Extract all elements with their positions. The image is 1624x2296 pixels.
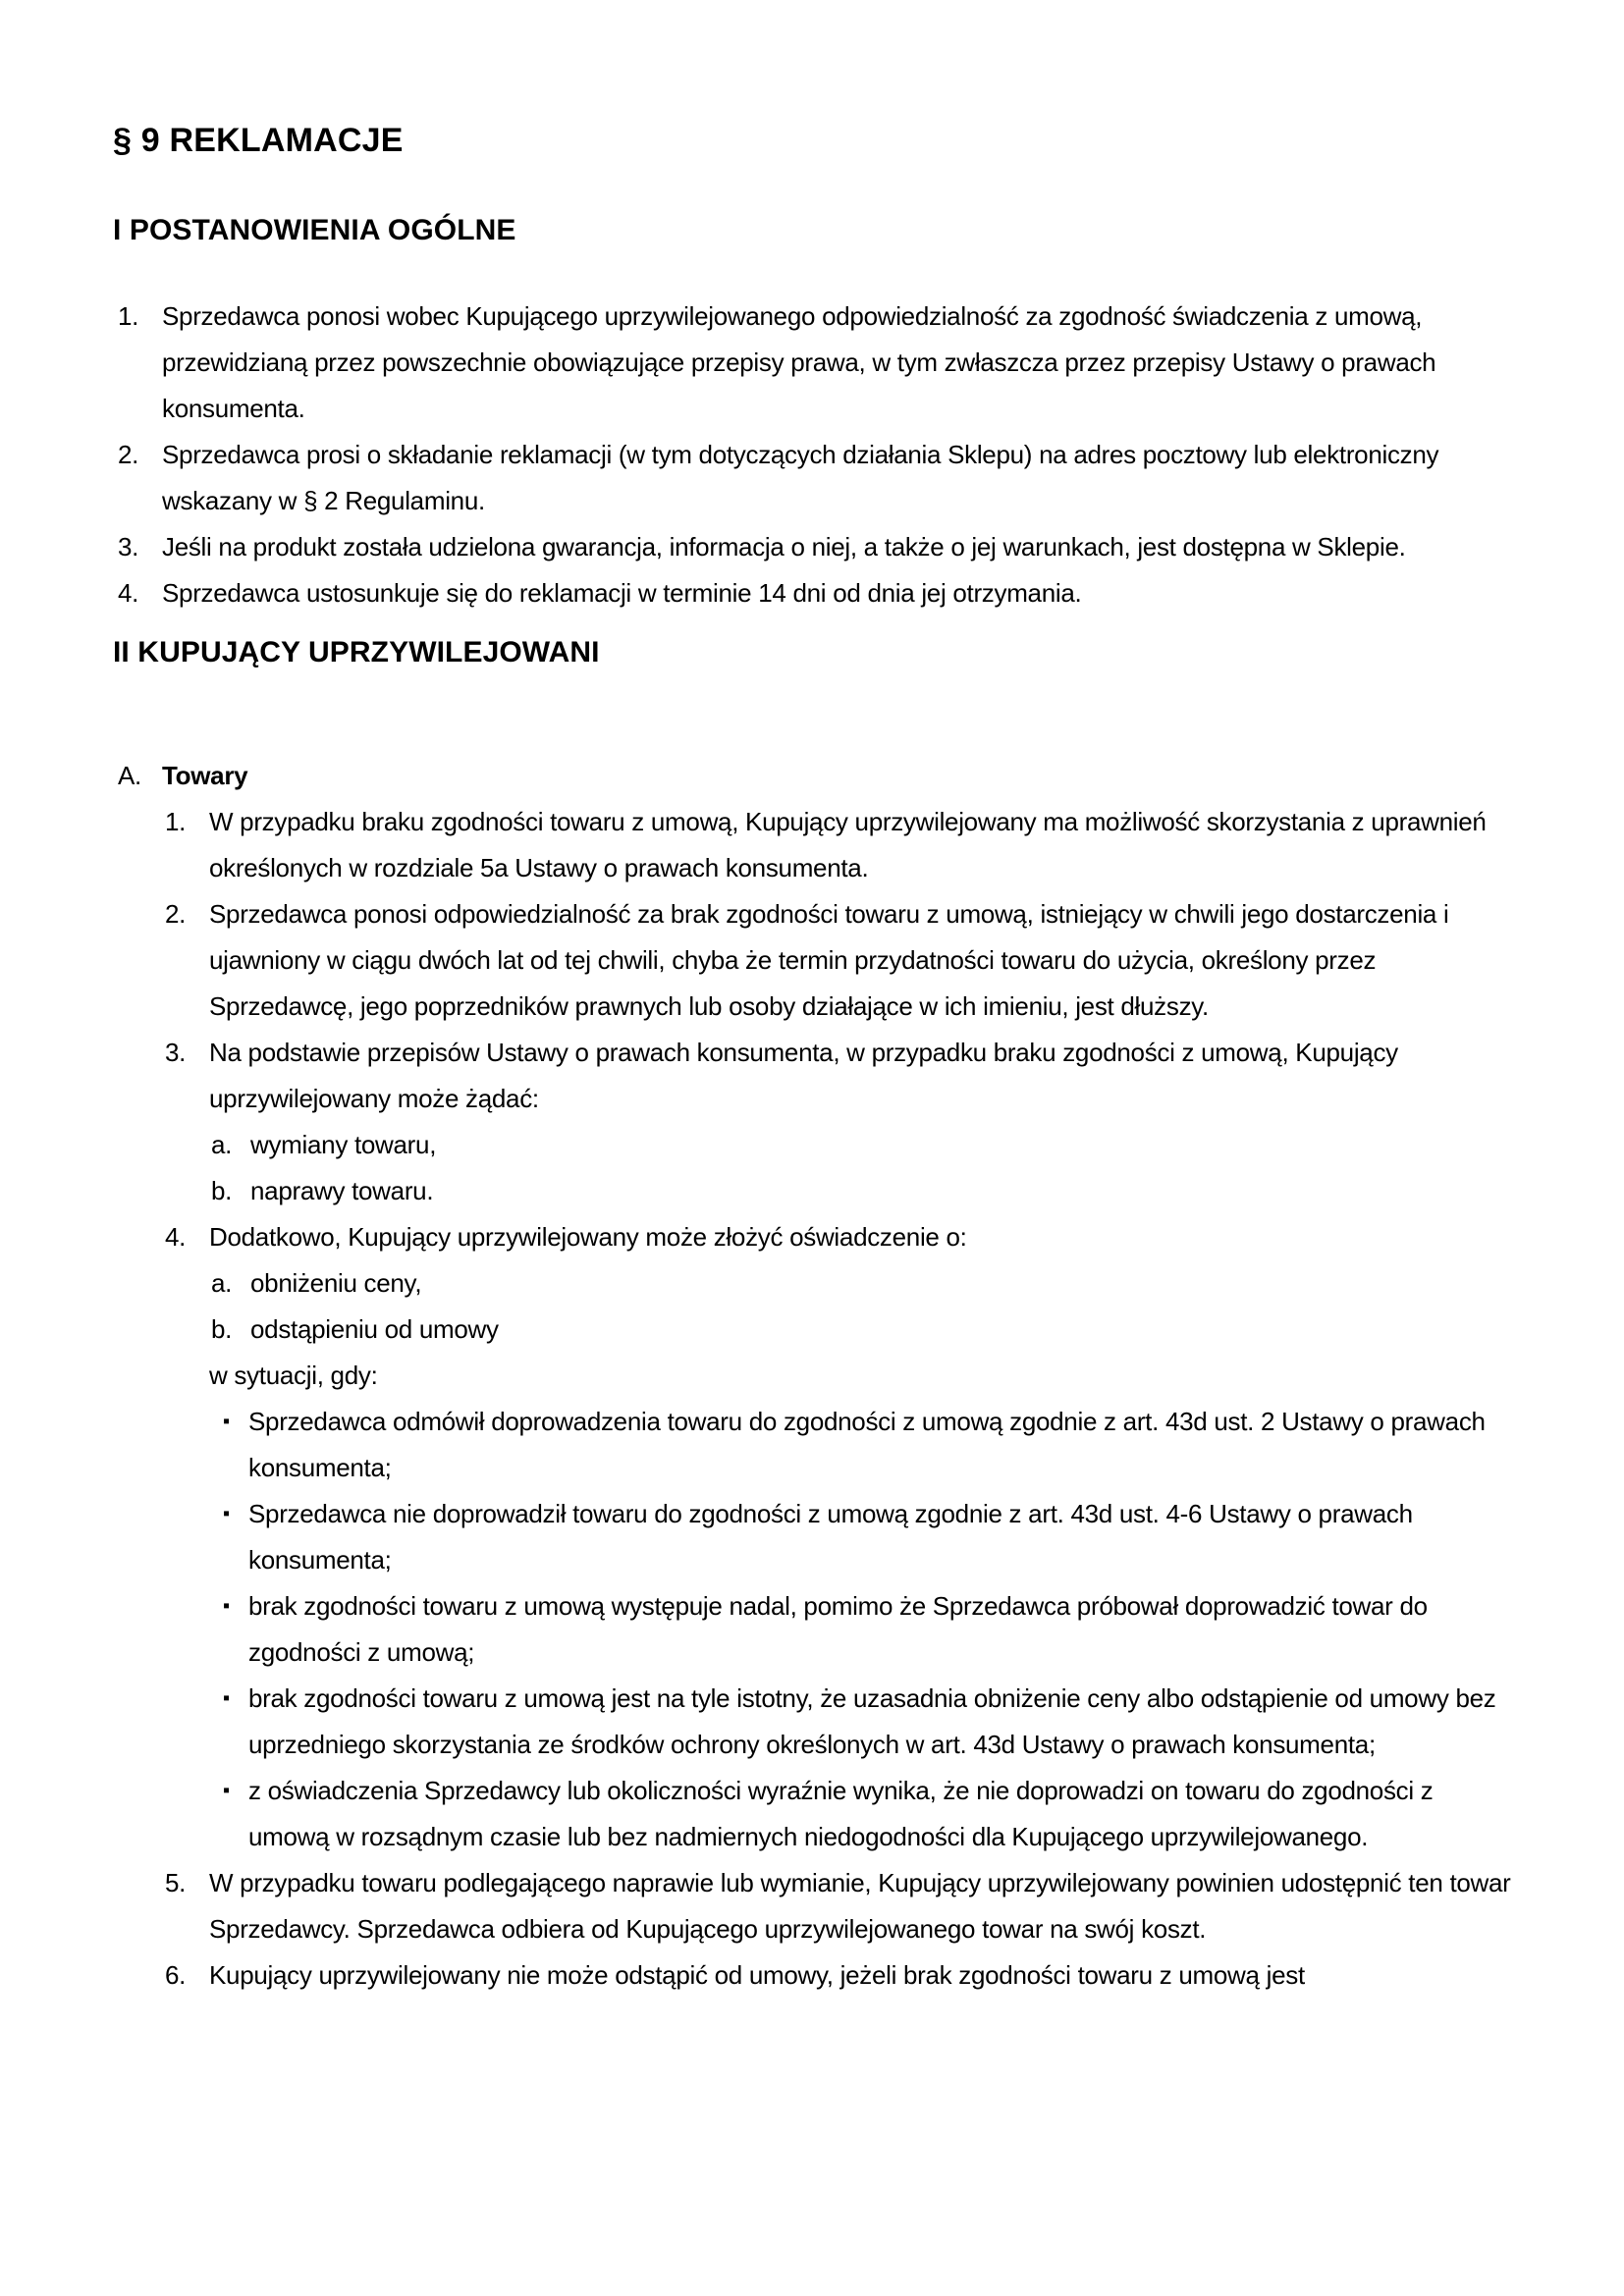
list-marker: 6. — [165, 1960, 187, 1990]
square-bullet-icon: ▪ — [223, 1503, 230, 1524]
square-bullet-icon: ▪ — [223, 1687, 230, 1709]
list-subitem — [113, 1307, 1512, 1353]
list-marker: a. — [211, 1268, 233, 1298]
section-i-list — [113, 294, 1512, 616]
list-text: wymiany towaru, — [250, 1130, 437, 1159]
list-item — [113, 570, 1512, 616]
list-marker: b. — [211, 1176, 233, 1205]
bullet-text: z oświadczenia Sprzedawcy lub okoliczności wyraźnie wynika, że nie doprowadzi on towaru do zgodności z umową w rozsądnym czasie lub bez nadmiernych niedogodności dla Kupującego uprzywilejowanego. — [248, 1776, 1434, 1851]
bullet-text: Sprzedawca nie doprowadził towaru do zgodności z umową zgodnie z art. 43d ust. 4-6 Ustawy o prawach konsumenta; — [248, 1499, 1413, 1575]
bullet-text: Sprzedawca odmówił doprowadzenia towaru do zgodności z umową zgodnie z art. 43d ust. 2 Ustawy o prawach konsumenta; — [248, 1407, 1486, 1482]
list-continuation: w sytuacji, gdy: — [209, 1361, 378, 1390]
bullet-item — [113, 1676, 1512, 1768]
list-item — [113, 891, 1512, 1030]
list-marker: 1. — [165, 807, 187, 836]
list-marker: 3. — [165, 1038, 187, 1067]
list-text: W przypadku towaru podlegającego naprawie lub wymianie, Kupujący uprzywilejowany powinien udostępnić ten towar Sprzedawcy. Sprzedawca odbiera od Kupującego uprzywilejowanego towar na swój koszt. — [209, 1868, 1511, 1944]
subsection-a-title-row — [113, 753, 1512, 799]
section-i-heading: I POSTANOWIENIA OGÓLNE — [113, 214, 516, 246]
list-subitem — [113, 1260, 1512, 1307]
section-ii-heading: II KUPUJĄCY UPRZYWILEJOWANI — [113, 636, 600, 668]
list-text: Sprzedawca prosi o składanie reklamacji (w tym dotyczących działania Sklepu) na adres pocztowy lub elektroniczny wskazany w § 2 Regulaminu. — [162, 440, 1439, 515]
list-marker: 3. — [118, 532, 139, 561]
bullet-item — [113, 1768, 1512, 1860]
list-text: Dodatkowo, Kupujący uprzywilejowany może złożyć oświadczenie o: — [209, 1222, 967, 1252]
document-title: § 9 REKLAMACJE — [113, 122, 404, 159]
bullet-text: brak zgodności towaru z umową występuje nadal, pomimo że Sprzedawca próbował doprowadzić towar do zgodności z umową; — [248, 1591, 1428, 1667]
subsection-a — [113, 753, 1512, 1999]
bullet-item — [113, 1399, 1512, 1491]
list-marker: 4. — [165, 1222, 187, 1252]
subsection-title: Towary — [162, 761, 248, 790]
list-marker: 2. — [165, 899, 187, 929]
list-item — [113, 524, 1512, 570]
list-subitem — [113, 1122, 1512, 1168]
list-text: Na podstawie przepisów Ustawy o prawach konsumenta, w przypadku braku zgodności z umową, Kupujący uprzywilejowany może żądać: — [209, 1038, 1398, 1113]
bullet-text: brak zgodności towaru z umową jest na tyle istotny, że uzasadnia obniżenie ceny albo odstąpienie od umowy bez uprzedniego skorzystania ze środków ochrony określonych w art. 43d Ustawy o prawach konsumenta; — [248, 1683, 1496, 1759]
list-text: odstąpieniu od umowy — [250, 1314, 499, 1344]
list-marker: a. — [211, 1130, 233, 1159]
list-item — [113, 1952, 1512, 1999]
list-text: obniżeniu ceny, — [250, 1268, 422, 1298]
square-bullet-icon: ▪ — [223, 1411, 230, 1432]
list-text: Jeśli na produkt została udzielona gwarancja, informacja o niej, a także o jej warunkach, jest dostępna w Sklepie. — [162, 532, 1406, 561]
list-text: Sprzedawca ustosunkuje się do reklamacji w terminie 14 dni od dnia jej otrzymania. — [162, 578, 1082, 608]
list-text: W przypadku braku zgodności towaru z umową, Kupujący uprzywilejowany ma możliwość skorzystania z uprawnień określonych w rozdziale 5a Ustawy o prawach konsumenta. — [209, 807, 1487, 882]
list-subitem — [113, 1168, 1512, 1214]
list-item — [113, 1214, 1512, 1260]
bullet-item — [113, 1583, 1512, 1676]
list-item — [113, 432, 1512, 524]
list-marker: 2. — [118, 440, 139, 469]
square-bullet-icon: ▪ — [223, 1595, 230, 1617]
bullet-item — [113, 1491, 1512, 1583]
list-item — [113, 1030, 1512, 1122]
list-text: Sprzedawca ponosi odpowiedzialność za brak zgodności towaru z umową, istniejący w chwili jego dostarczenia i ujawniony w ciągu dwóch lat od tej chwili, chyba że termin przydatności towaru do użycia, określony przez Sprzedawcę, jego poprzedników prawnych lub osoby działające w ich imieniu, jest dłuższy. — [209, 899, 1449, 1021]
list-text: Kupujący uprzywilejowany nie może odstąpić od umowy, jeżeli brak zgodności towaru z umową jest — [209, 1960, 1305, 1990]
list-item — [113, 1860, 1512, 1952]
list-marker: 5. — [165, 1868, 187, 1897]
list-marker: 1. — [118, 301, 139, 331]
list-item — [113, 294, 1512, 432]
square-bullet-icon: ▪ — [223, 1780, 230, 1801]
list-item — [113, 799, 1512, 891]
subsection-marker: A. — [118, 761, 141, 790]
list-text: Sprzedawca ponosi wobec Kupującego uprzywilejowanego odpowiedzialność za zgodność świadczenia z umową, przewidzianą przez powszechnie obowiązujące przepisy prawa, w tym zwłaszcza przez przepisy Ustawy o prawach konsumenta. — [162, 301, 1436, 423]
list-marker: 4. — [118, 578, 139, 608]
list-text: naprawy towaru. — [250, 1176, 434, 1205]
list-marker: b. — [211, 1314, 233, 1344]
